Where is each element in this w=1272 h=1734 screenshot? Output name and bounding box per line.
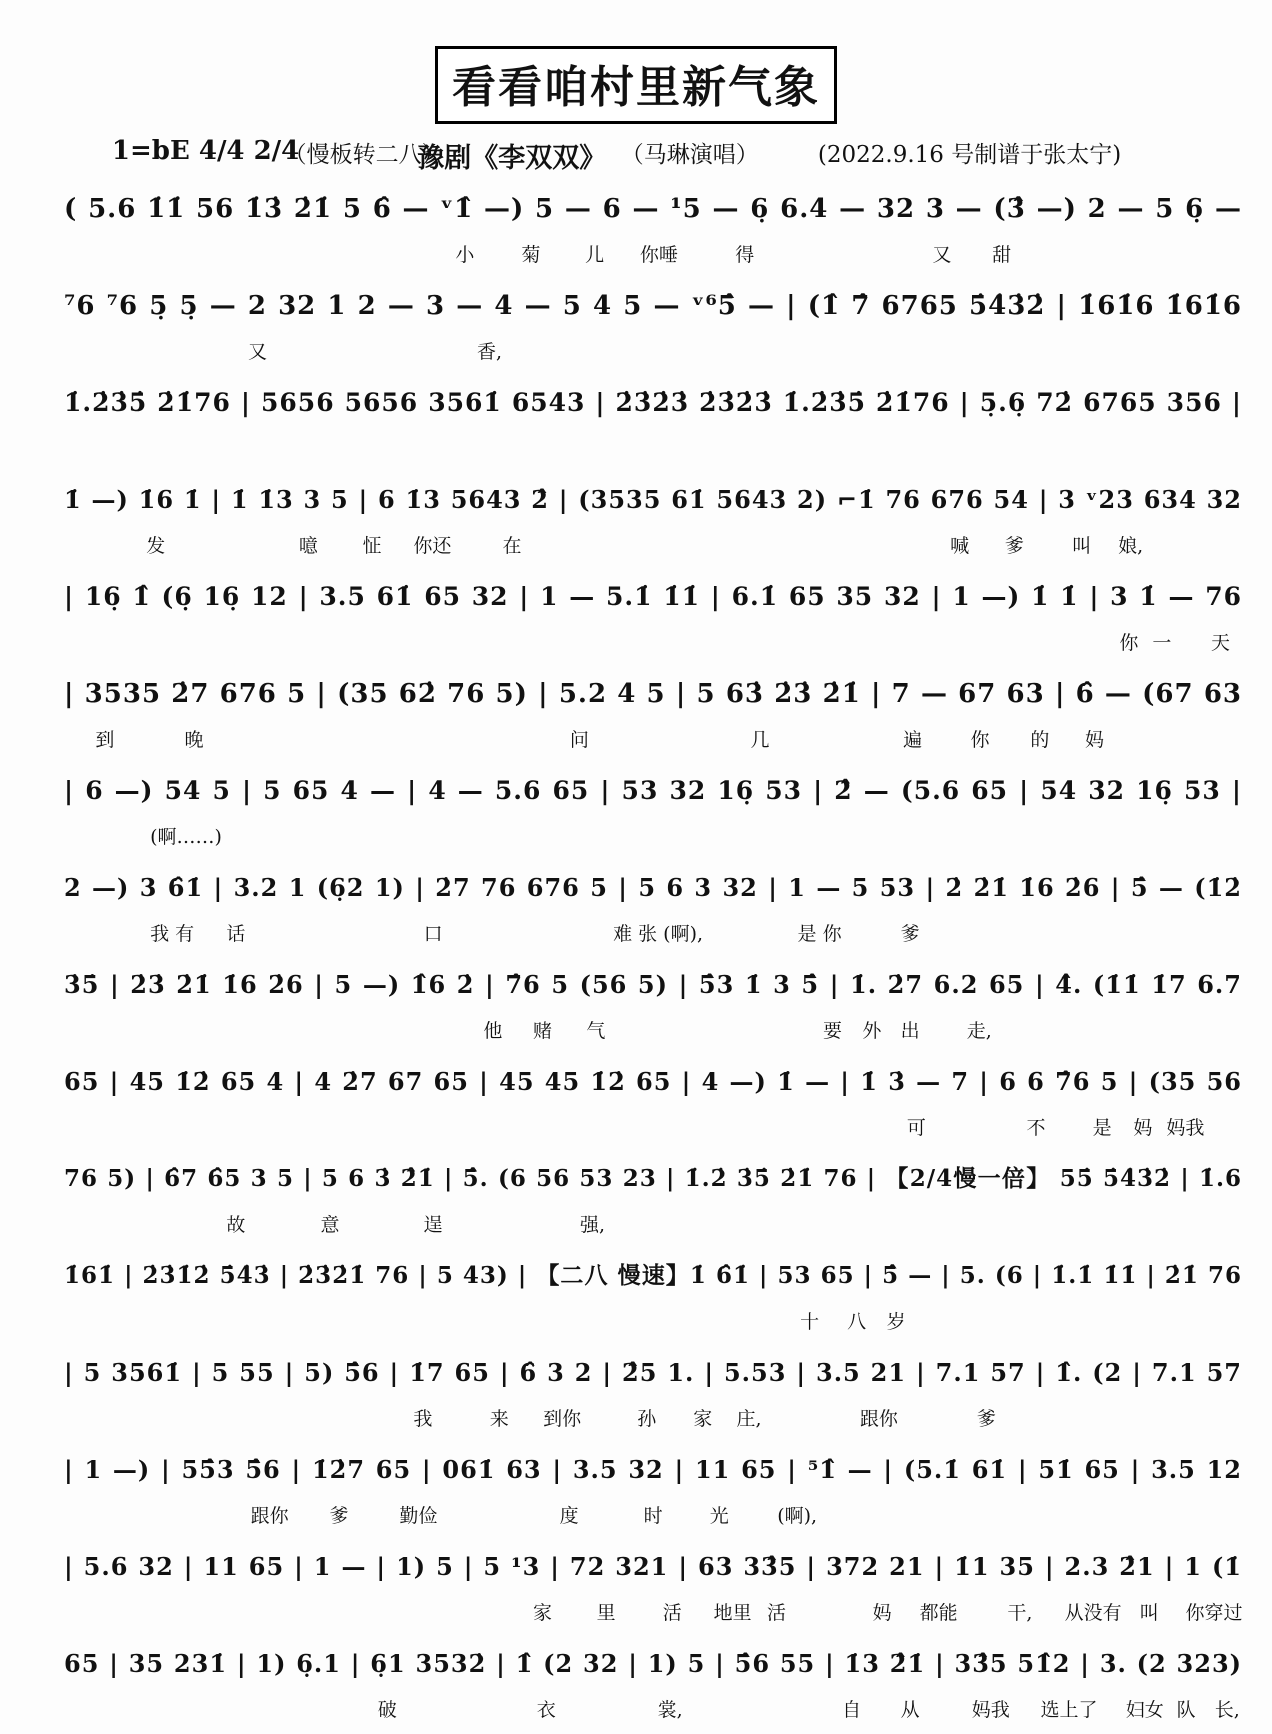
lyric-syllable: 跟你	[250, 1505, 289, 1527]
lyric-syllable: 妈	[1133, 1117, 1153, 1139]
lyric-syllable: 遍	[903, 729, 923, 751]
lyric-syllable: 自	[842, 1699, 862, 1721]
title-area	[0, 0, 1272, 124]
lyric-syllable: 从	[900, 1699, 920, 1721]
lyrics-row	[0, 434, 1272, 464]
notation-line: | 3535 2̇7 676 5 | (35 62̇ 76 5) | 5.2 4 5 | 5 63̇ 2̇3̇ 2̇1̇ | 7 — 67 63 | 6̂ — (67 63	[64, 679, 1242, 709]
lyrics-row	[0, 628, 1272, 658]
lyric-syllable: 要	[822, 1020, 842, 1042]
lyric-syllable: 是 你	[797, 923, 842, 945]
lyric-syllable: 口	[423, 923, 443, 945]
lyrics-row	[0, 1016, 1272, 1046]
score-line	[0, 1637, 1272, 1734]
notation-line: | 6 —) 54 5 | 5 65 4 — | 4 — 5.6 65 | 53 32 16̣ 53 | 2̂ — (5.6 65 | 54 32 16̣ 53 |	[64, 776, 1242, 805]
score-line	[0, 1346, 1272, 1443]
lyric-syllable: (啊……)	[150, 826, 222, 848]
lyrics-row	[0, 919, 1272, 949]
lyric-syllable: 气	[586, 1020, 606, 1042]
lyric-syllable: 从没有	[1064, 1602, 1122, 1624]
lyric-syllable: 活	[767, 1602, 787, 1624]
lyric-syllable: 强,	[580, 1214, 606, 1236]
lyric-syllable: 又	[932, 244, 952, 266]
lyric-syllable: 家	[693, 1408, 713, 1430]
lyric-syllable: 我	[413, 1408, 433, 1430]
lyric-syllable: 你唾	[639, 244, 678, 266]
lyric-syllable: (啊),	[777, 1505, 818, 1527]
lyrics-row	[0, 240, 1272, 270]
opera-source-label: 豫剧《李双双》	[417, 143, 607, 174]
score-line	[0, 473, 1272, 570]
lyric-syllable: 干,	[1007, 1602, 1033, 1624]
lyric-syllable: 喊	[950, 535, 970, 557]
lyric-syllable: 妈	[872, 1602, 892, 1624]
lyric-syllable: 家	[532, 1602, 552, 1624]
notation-line: 2 —) 3 6̂1̇ | 3.2 1 (6̣2 1) | 2̇7 76 676 5 | 5 6 3 32 | 1 — 5 53 | 2̇ 2̇1̇ 1̇6 2̇6 | 5̂ — (1̇2̇	[64, 873, 1242, 902]
lyric-syllable: 八	[847, 1311, 867, 1333]
lyric-syllable: 出	[900, 1020, 920, 1042]
score-line	[0, 667, 1272, 764]
lyric-syllable: 逞	[423, 1214, 443, 1236]
lyric-syllable: 妈我	[971, 1699, 1010, 1721]
lyric-syllable: 里	[596, 1602, 616, 1624]
lyrics-row	[0, 725, 1272, 755]
lyric-syllable: 妇女	[1125, 1699, 1164, 1721]
lyric-syllable: 意	[320, 1214, 340, 1236]
lyrics-row	[0, 1598, 1272, 1628]
lyric-syllable: 故	[226, 1214, 246, 1236]
lyric-syllable: 在	[502, 535, 522, 557]
score-line	[0, 182, 1272, 279]
lyric-syllable: 香,	[477, 341, 503, 363]
notation-line: | 16̣ 1̂ (6̣ 16̣ 12 | 3.5 61̇ 65 32 | 1 — 5.1̇ 1̇1̇ | 6.1̇ 65 35 32 | 1 —) 1̇ 1̇ | 3 1̇ — 76	[64, 582, 1242, 611]
lyric-syllable: 妈我	[1166, 1117, 1205, 1139]
lyric-syllable: 甜	[992, 244, 1012, 266]
lyric-syllable: 他	[483, 1020, 503, 1042]
notation-line: 1̇ —) 1̇6 1̇ | 1̇ 1̇3 3 5 | 6 1̇3 5643 2̂ | (3535 61̇ 5643 2) ⌐1̇ 76 676 54 | 3 ᵛ23 634 32	[64, 485, 1242, 514]
lyrics-row	[0, 531, 1272, 561]
lyric-syllable: 的	[1030, 729, 1050, 751]
lyric-syllable: 小	[455, 244, 475, 266]
lyric-syllable: 爹	[976, 1408, 996, 1430]
lyric-syllable: 你还	[413, 535, 452, 557]
performer-label: （马琳演唱）	[620, 142, 759, 168]
lyric-syllable: 娘,	[1118, 535, 1144, 557]
key-time-signature: 1=bE 4/4 2/4	[111, 136, 300, 166]
lyric-syllable: 妈	[1085, 729, 1105, 751]
score-line	[0, 764, 1272, 861]
lyrics-row	[0, 337, 1272, 367]
lyric-syllable: 发	[146, 535, 166, 557]
score-line	[0, 1152, 1272, 1249]
lyric-syllable: 孙	[637, 1408, 657, 1430]
score-header	[0, 134, 1272, 174]
lyrics-row	[0, 1404, 1272, 1434]
lyrics-row	[0, 1501, 1272, 1531]
lyric-syllable: 你穿过	[1185, 1602, 1243, 1624]
lyrics-row	[0, 1210, 1272, 1240]
lyric-syllable: 菊	[521, 244, 541, 266]
lyric-syllable: 破	[377, 1699, 397, 1721]
lyric-syllable: 庄,	[736, 1408, 762, 1430]
lyrics-row	[0, 1113, 1272, 1143]
lyric-syllable: 难 张 (啊),	[613, 923, 704, 945]
score-line	[0, 376, 1272, 473]
song-title: 看看咱村里新气象	[435, 46, 837, 124]
lyric-syllable: 叫	[1072, 535, 1092, 557]
lyric-syllable: 都能	[919, 1602, 958, 1624]
lyric-syllable: 爹	[900, 923, 920, 945]
notation-line: | 5.6 32 | 11 65 | 1 — | 1) 5 | 5 ¹3 | 72 321 | 63 33̂5 | 372 21 | 1̇1 35 | 2.3 2̂1 | 1 (1̇	[64, 1552, 1242, 1581]
lyric-syllable: 到你	[543, 1408, 582, 1430]
lyric-syllable: 不	[1026, 1117, 1046, 1139]
lyric-syllable: 裳,	[657, 1699, 683, 1721]
lyric-syllable: 问	[569, 729, 589, 751]
lyric-syllable: 几	[750, 729, 770, 751]
lyric-syllable: 是	[1092, 1117, 1112, 1139]
lyric-syllable: 到	[95, 729, 115, 751]
notation-line: | 1 —) | 55̂3 5̂6 | 1̇2̇7 65 | 061̇ 63 | 3.5 32 | 11 65 | ⁵1̂ — | (5.1̇ 61̇ | 51̇ 65 | 3.5 12	[64, 1455, 1242, 1484]
notation-line: 65 | 45 1̇2̇ 65 4 | 4 2̇7 67 65 | 45 45 1̇2̇ 65 | 4 —) 1̇ — | 1̇ 3̇ — 7 | 6 6 7̂6 5 | (35 56	[64, 1067, 1242, 1096]
lyric-syllable: 时	[643, 1505, 663, 1527]
lyric-syllable: 来	[489, 1408, 509, 1430]
lyric-syllable: 又	[248, 341, 268, 363]
lyric-syllable: 天	[1210, 632, 1230, 654]
notation-line: | 5 3561̇ | 5 55 | 5) 5̂6 | 1̇7 65 | 6̂ 3 2 | 2̂5 1. | 5.53 | 3.5 21 | 7.1 57 | 1̂. (2 | 7.1 57	[64, 1358, 1242, 1387]
notation-line: 1̇.2̇3̇5̇ 2̇1̇76 | 5656 5656 3561̇ 6543 | 2̇3̇2̇3̇ 2̇3̇2̇3̇ 1̇.2̇3̇5̇ 2̇1̇76 | 5̣.6̣ 72̇ 6765 356 |	[64, 388, 1242, 417]
lyric-syllable: 话	[226, 923, 246, 945]
score-line	[0, 279, 1272, 376]
lyric-syllable: 赌	[532, 1020, 552, 1042]
notation-line: ( 5.6 1̇1̇ 56 1̇3̇ 2̇1̇ 5 6̂ — ᵛ1̂ —) 5 — 6 — ¹5 — 6̣ 6.4 — 32 3 — (3̂ —) 2 — 5 6̣ —	[64, 194, 1242, 224]
lyric-syllable: 怔	[362, 535, 382, 557]
transcription-credit: (2022.9.16 号制谱于张太宁)	[817, 142, 1122, 168]
score-line	[0, 1249, 1272, 1346]
lyric-syllable: 你	[970, 729, 990, 751]
lyric-syllable: 叫	[1139, 1602, 1159, 1624]
lyric-syllable: 爹	[1004, 535, 1024, 557]
notation-line: 76 5) | 6̂7 6̂5 3 5 | 5 6 3̇ 2̂1̇ | 5̂. (6 56 53 23 | 1̇.2̇ 3̇5̇ 2̇1̇ 76 | 【2/4慢一倍】 55̇ 5̇4̇3̇2̇ | 1̇.6	[64, 1165, 1242, 1192]
notation-line: ⁷6 ⁷6 5̣ 5̣ — 2 32 1 2 — 3 — 4 — 5 4 5 — ᵛ⁶5̂ — | (1̂ 7̂ 6765 5̇4̇3̇2̇ | 1̇61̇6 1̇61̇6	[64, 291, 1242, 321]
lyrics-row	[0, 822, 1272, 852]
lyric-syllable: 可	[906, 1117, 926, 1139]
score-line	[0, 1055, 1272, 1152]
notation-line: 65 | 35 231̇ | 1) 6̣.1 | 6̣1 3532̇ | 1̂ (2 32 | 1) 5 | 5̂6 55 | 1̇3 2̂1̇ | 33̂5 51̂2 | 3. (2 323)	[64, 1649, 1242, 1678]
score-line	[0, 958, 1272, 1055]
notation-line: 1̇61̇ | 2̇3̇1̇2̇ 5̇4̇3̇ | 2̇3̇2̇1̇ 76 | 5 43) | 【二八 慢速】1̇ 6̂1̇ | 53 65 | 5̂ — | 5. (6 | 1̇.1̇ 1̇1̇ | 2̇1̇ 76	[64, 1262, 1242, 1289]
lyric-syllable: 光	[709, 1505, 729, 1527]
score-line	[0, 861, 1272, 958]
lyric-syllable: 走,	[966, 1020, 992, 1042]
lyric-syllable: 十	[800, 1311, 820, 1333]
lyrics-row	[0, 1307, 1272, 1337]
lyric-syllable: 你	[1119, 632, 1139, 654]
lyric-syllable: 岁	[886, 1311, 906, 1333]
lyric-syllable: 选上了	[1040, 1699, 1098, 1721]
score-line	[0, 1540, 1272, 1637]
lyric-syllable: 噫	[298, 535, 318, 557]
lyric-syllable: 儿	[585, 244, 605, 266]
lyric-syllable: 勤俭	[399, 1505, 438, 1527]
lyric-syllable: 我 有	[150, 923, 195, 945]
lyric-syllable: 地里	[713, 1602, 752, 1624]
score-line	[0, 1443, 1272, 1540]
tempo-annotation: （慢板转二八）	[283, 142, 445, 168]
lyric-syllable: 外	[862, 1020, 882, 1042]
score-lines	[0, 182, 1272, 1734]
lyric-syllable: 衣	[536, 1699, 556, 1721]
lyric-syllable: 一	[1152, 632, 1172, 654]
lyric-syllable: 度	[559, 1505, 579, 1527]
notation-line: 3̇5̇ | 2̇3̇ 2̇1̇ 1̇6 2̇6 | 5 —) 1̂6 2̇ | 7̂6 5 (56 5) | 5̂3 1̇ 3 5̂ | 1̇. 2̇7 6.2 65 | 4̂. (1̇1̇ 1̇7 6.7	[64, 970, 1242, 999]
lyric-syllable: 队	[1176, 1699, 1196, 1721]
lyric-syllable: 活	[662, 1602, 682, 1624]
lyric-syllable: 得	[735, 244, 755, 266]
lyric-syllable: 长,	[1214, 1699, 1240, 1721]
lyric-syllable: 跟你	[859, 1408, 898, 1430]
score-line	[0, 570, 1272, 667]
lyric-syllable: 晚	[184, 729, 204, 751]
lyrics-row	[0, 1695, 1272, 1725]
lyric-syllable: 爹	[329, 1505, 349, 1527]
